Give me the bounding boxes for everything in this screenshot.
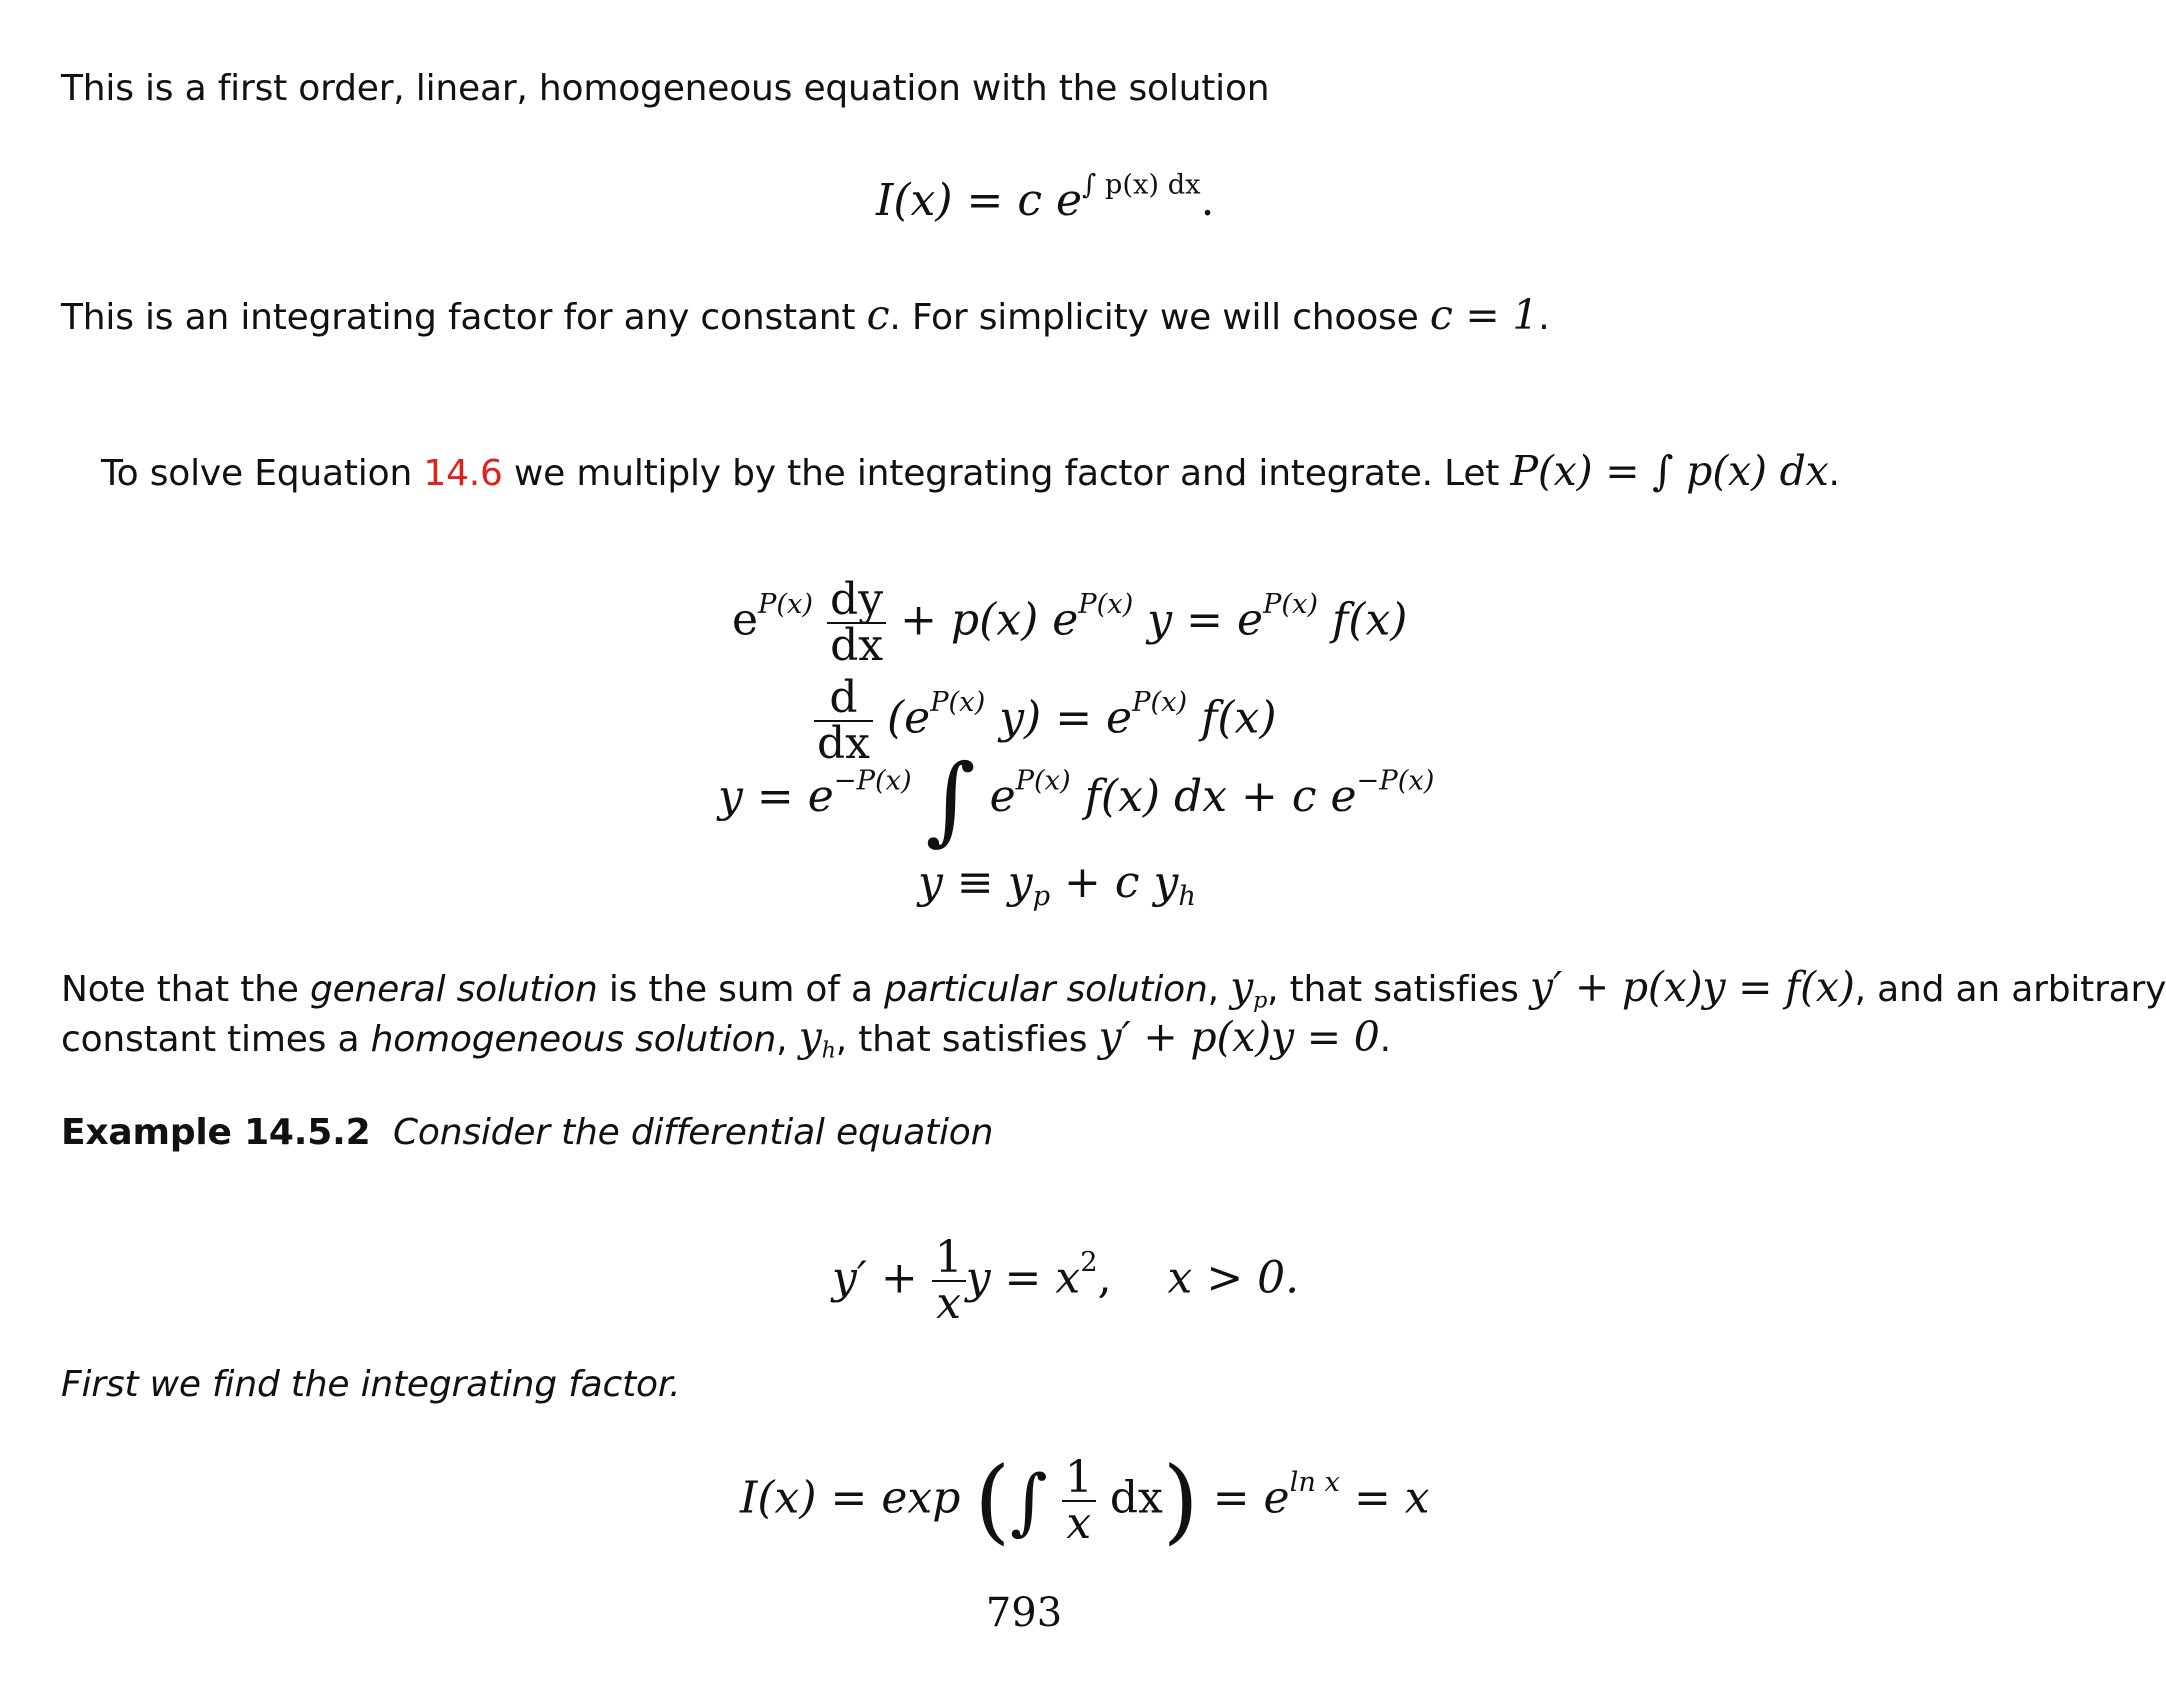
p4-t6: constant times a <box>61 1019 371 1060</box>
line4-subscript-h: h <box>1178 881 1196 913</box>
equation-reference-link[interactable]: 14.6 <box>423 453 503 494</box>
term-particular-solution: particular solution <box>884 969 1208 1010</box>
line3-lhs: y = e <box>718 771 834 822</box>
line2-denominator: dx <box>817 718 870 769</box>
p4-yp-sub: p <box>1253 987 1268 1014</box>
derivation-line-2 <box>814 672 1277 769</box>
paragraph-2-constant: c <box>866 291 890 339</box>
paragraph-3-text: To solve Equation <box>101 453 424 494</box>
if-exponent: ln x <box>1289 1467 1340 1499</box>
term-general-solution: general solution <box>309 969 598 1010</box>
line2-close: y) <box>985 692 1042 744</box>
paragraph-3-text-2: we multiply by the integrating factor and integrate. Let <box>502 453 1511 494</box>
line2-exponent: P(x) <box>930 687 986 719</box>
example-label: Example 14.5.2 <box>61 1112 371 1153</box>
if-numerator: 1 <box>1062 1456 1096 1502</box>
paragraph-3-math: P(x) = ∫ p(x) dx <box>1510 447 1829 495</box>
if-dx: dx <box>1109 1472 1163 1524</box>
paragraph-intro <box>61 64 1269 114</box>
right-paren: ) <box>1162 1447 1199 1554</box>
ex-fraction <box>932 1232 966 1329</box>
line2-exponent-2: P(x) <box>1132 687 1188 719</box>
if-fraction <box>1062 1452 1096 1549</box>
ex-comma: , <box>1097 1252 1112 1304</box>
p4-yh-sub: h <box>821 1037 836 1064</box>
paragraph-3-end: . <box>1828 453 1840 494</box>
page-number: 793 <box>985 1590 1063 1636</box>
line1-exponent-2: P(x) <box>1078 589 1134 621</box>
derivation-line-3 <box>718 743 1435 856</box>
paragraph-2-text-2: . For simplicity we will choose <box>889 297 1430 338</box>
p4-t2: is the sum of a <box>597 969 885 1010</box>
line1-numerator: dy <box>827 578 886 624</box>
ex-condition: x > 0. <box>1167 1252 1300 1304</box>
line2-derivative-fraction <box>814 672 873 769</box>
example-heading <box>61 1108 993 1158</box>
line1-e: e <box>732 594 759 646</box>
p4-t1: Note that the <box>61 969 310 1010</box>
left-paren: ( <box>974 1447 1011 1554</box>
if-lhs: I(x) = exp <box>740 1472 961 1524</box>
p4-math-1: y′ + p(x)y = f(x) <box>1529 963 1855 1011</box>
ex-superscript: 2 <box>1080 1247 1098 1279</box>
paragraph-2-end: . <box>1538 297 1550 338</box>
p4-t3: , <box>1207 969 1231 1010</box>
ex-numerator: 1 <box>932 1236 966 1282</box>
line2-term: f(x) <box>1187 692 1277 744</box>
line3-exponent-3: −P(x) <box>1356 765 1435 797</box>
paragraph-integrating-factor <box>61 290 1550 343</box>
integral-sign: ∫ <box>925 743 976 856</box>
equation-integrating-factor-general <box>876 169 1215 226</box>
eq1-exponent: ∫ p(x) dx <box>1082 169 1201 201</box>
line3-exponent: −P(x) <box>833 765 912 797</box>
ex-lhs: y′ + <box>832 1252 918 1304</box>
line3-integrand: e <box>975 771 1016 822</box>
line2-numerator: d <box>814 676 873 722</box>
line4-mid: + c y <box>1050 857 1179 908</box>
paragraph-2-text: This is an integrating factor for any constant <box>61 297 867 338</box>
example-equation <box>832 1232 1300 1329</box>
line3-term: f(x) dx + c e <box>1070 771 1357 822</box>
p4-math-2: y′ + p(x)y = 0 <box>1098 1013 1380 1061</box>
p4-t5: , and an arbitrary <box>1854 969 2166 1010</box>
line1-exponent-3: P(x) <box>1263 589 1319 621</box>
paragraph-2-math: c = 1 <box>1429 291 1539 339</box>
line1-term-2: y = e <box>1133 594 1264 646</box>
line1-derivative-fraction <box>827 574 886 671</box>
line1-term: + p(x) e <box>900 594 1079 646</box>
line3-exponent-2: P(x) <box>1015 765 1071 797</box>
if-integral-sign: ∫ <box>1010 1459 1048 1543</box>
ex-denominator: x <box>936 1278 962 1329</box>
eq1-lhs: I(x) = c e <box>876 175 1083 226</box>
line4-subscript-p: p <box>1032 881 1051 913</box>
term-homogeneous-solution: homogeneous solution <box>370 1019 777 1060</box>
line1-term-3: f(x) <box>1318 594 1408 646</box>
line1-denominator: dx <box>830 620 884 671</box>
line1-exponent: P(x) <box>758 589 814 621</box>
derivation-line-4 <box>918 857 1196 913</box>
p4-t8: , that satisfies <box>835 1019 1099 1060</box>
ex-mid: y = x <box>965 1252 1081 1304</box>
paragraph-general-solution-line-2 <box>61 1012 1391 1065</box>
paragraph-solve-equation <box>101 446 1840 499</box>
p4-t7: , <box>776 1019 799 1060</box>
paragraph-first-step <box>61 1360 680 1410</box>
if-equals: = e <box>1212 1472 1290 1524</box>
p4-t9: . <box>1379 1019 1391 1060</box>
line4-text: y ≡ y <box>918 857 1033 908</box>
integrating-factor-equation <box>740 1447 1430 1554</box>
example-text: Consider the differential equation <box>392 1112 994 1153</box>
line2-open: (e <box>886 692 931 744</box>
if-end: = x <box>1353 1472 1430 1524</box>
paragraph-intro-text: This is a first order, linear, homogeneous equation with the solution <box>61 68 1270 109</box>
p4-t4: , that satisfies <box>1267 969 1530 1010</box>
line2-equals: = e <box>1041 692 1133 744</box>
if-denominator: x <box>1066 1498 1092 1549</box>
paragraph-5-text: First we find the integrating factor. <box>61 1364 681 1405</box>
paragraph-general-solution-line-1 <box>61 962 2166 1015</box>
p4-yh: y <box>798 1013 822 1061</box>
derivation-line-1 <box>732 574 1408 671</box>
p4-yp: y <box>1230 963 1254 1011</box>
eq1-period: . <box>1200 175 1215 226</box>
